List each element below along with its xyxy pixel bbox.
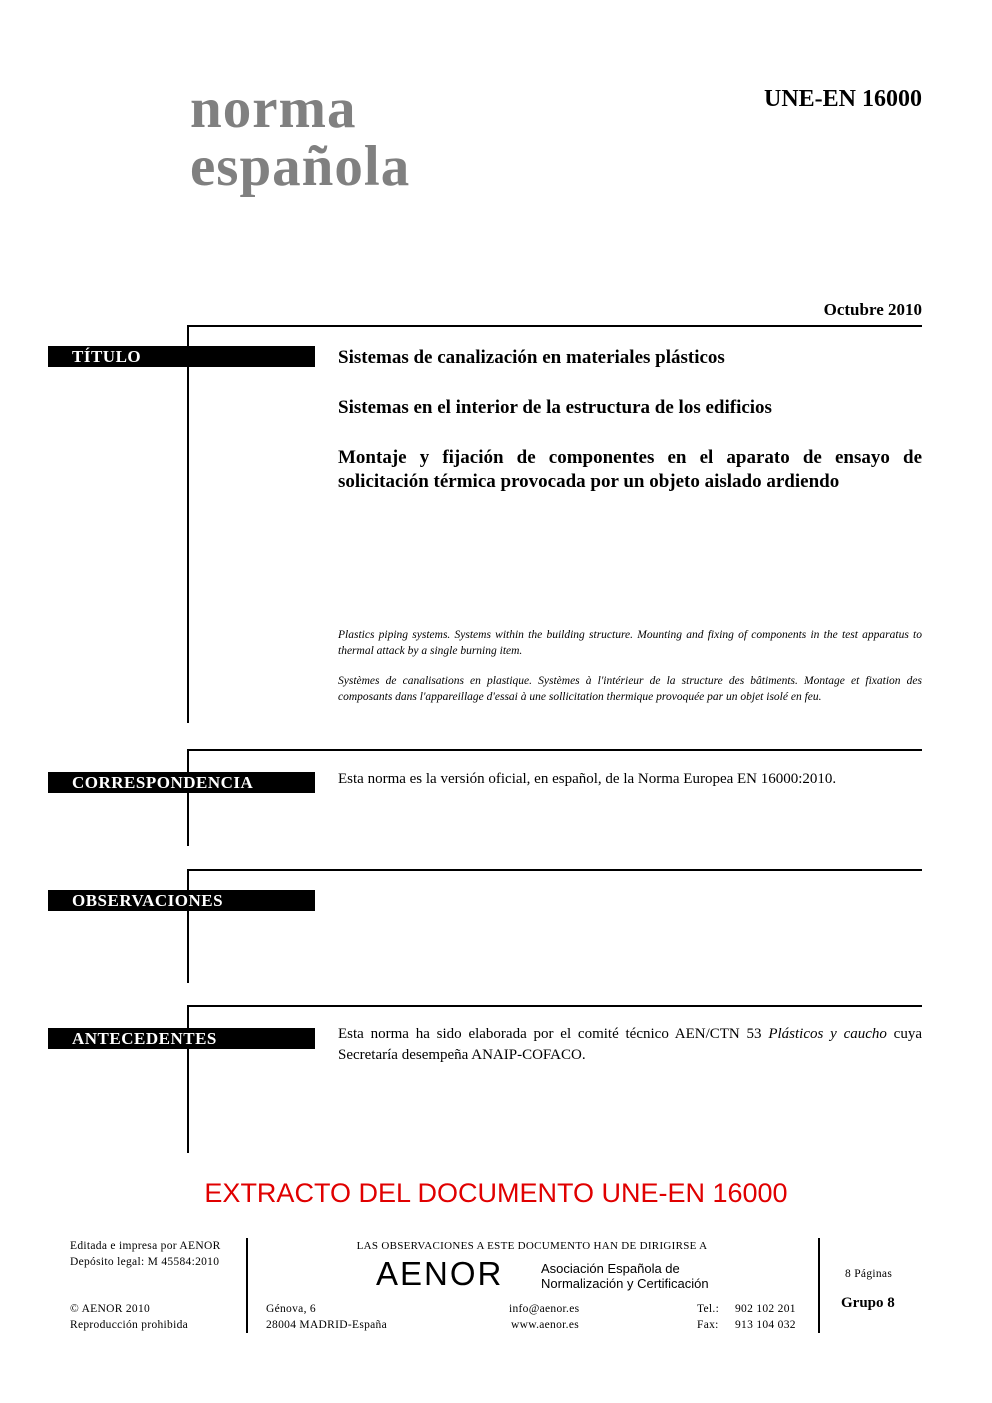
footer-edition [70, 1238, 221, 1270]
standard-code: UNE-EN 16000 [763, 86, 922, 112]
aenor-logo: AENOR [376, 1255, 504, 1292]
brand-line-2: española [190, 135, 411, 198]
web-link[interactable]: www.aenor.es [511, 1319, 580, 1331]
divider [187, 869, 922, 871]
section-label-correspondencia: CORRESPONDENCIA [48, 772, 315, 793]
fax-label: Fax: [697, 1319, 719, 1331]
extract-notice: EXTRACTO DEL DOCUMENTO UNE-EN 16000 [204, 1178, 788, 1208]
antecedentes-text [338, 1024, 922, 1066]
divider [187, 749, 922, 751]
divider [187, 869, 189, 983]
tel-label: Tel.: [697, 1303, 720, 1315]
divider [818, 1238, 820, 1333]
observations-address: LAS OBSERVACIONES A ESTE DOCUMENTO HAN DE DIRIGIRSE A [356, 1240, 708, 1252]
french-title: Systèmes de canalisations en plastique. Systèmes à l'intérieur de la structure des bâtiments. Montage et fixation des composants dans l'appareillage d'essai à une sollicitation thermique provoquée par un objet isolé en feu. [338, 675, 922, 703]
correspondencia-text: Esta norma es la versión oficial, en español, de la Norma Europea EN 16000:2010. [338, 771, 837, 787]
contact-online [509, 1301, 579, 1333]
tel-number: 902 102 201 [735, 1303, 796, 1315]
copyright: © AENOR 2010 [70, 1303, 151, 1315]
brand-line-1: norma [190, 77, 357, 140]
section-label-antecedentes: ANTECEDENTES [48, 1028, 315, 1049]
divider [187, 749, 189, 846]
street: Génova, 6 [266, 1303, 316, 1315]
city: 28004 MADRID-España [266, 1319, 388, 1331]
antecedentes-text-part: cuya Secretaría desempeña ANAIP-COFACO. [338, 1026, 922, 1063]
association-line-1: Asociación Española de [541, 1261, 680, 1276]
page-count: 8 Páginas [845, 1268, 893, 1280]
title-line-2: Sistemas en el interior de la estructura de los edificios [338, 397, 772, 418]
legal-deposit: Depósito legal: M 45584:2010 [70, 1256, 220, 1268]
footer-copyright [70, 1301, 188, 1333]
title-line-1: Sistemas de canalización en materiales plásticos [338, 347, 725, 368]
phone-labels [697, 1301, 719, 1333]
price-group: Grupo 8 [841, 1295, 895, 1311]
phone-numbers [735, 1301, 796, 1333]
brand-title [190, 77, 411, 198]
reproduction-notice: Reproducción prohibida [70, 1319, 189, 1331]
divider [187, 325, 922, 327]
publication-date: Octubre 2010 [823, 300, 922, 319]
aenor-association [541, 1261, 709, 1291]
divider [187, 325, 189, 723]
divider [187, 1005, 922, 1007]
email-link[interactable]: info@aenor.es [509, 1303, 580, 1315]
section-label-titulo: TÍTULO [48, 346, 315, 367]
postal-address [266, 1301, 387, 1333]
edited-by: Editada e impresa por AENOR [70, 1240, 221, 1252]
section-label-observaciones: OBSERVACIONES [48, 890, 315, 911]
committee-name: Plásticos y caucho [768, 1026, 887, 1042]
fax-number: 913 104 032 [735, 1319, 796, 1331]
english-title: Plastics piping systems. Systems within the building structure. Mounting and fixing of components in the test apparatus to thermal attack by a single burning item. [338, 629, 922, 657]
title-line-3: Montaje y fijación de componentes en el aparato de ensayo de solicitación térmica provocada por un objeto aislado ardiendo [338, 447, 922, 492]
association-line-2: Normalización y Certificación [541, 1276, 709, 1291]
antecedentes-text-part: Esta norma ha sido elaborada por el comité técnico AEN/CTN 53 [338, 1026, 769, 1042]
